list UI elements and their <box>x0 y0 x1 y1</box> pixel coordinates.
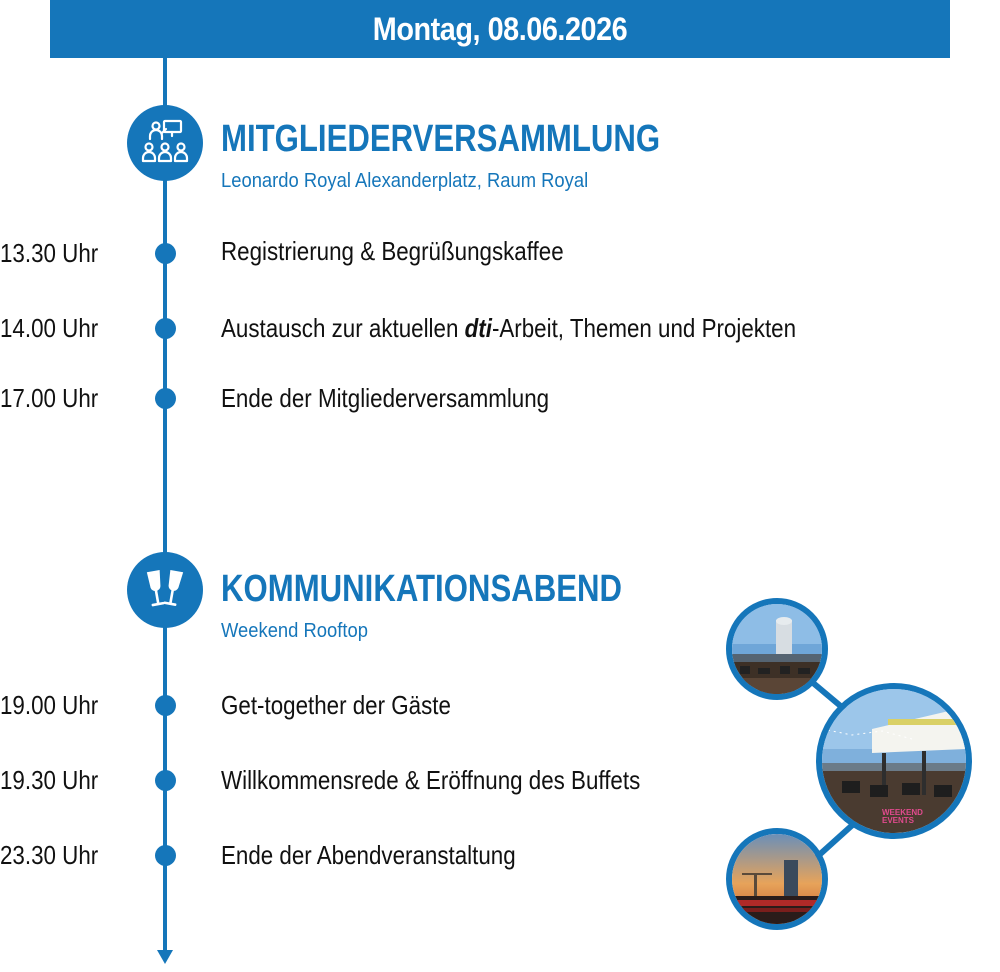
rooftop-photo-3 <box>726 828 828 930</box>
champagne-glasses-icon <box>127 552 203 628</box>
schedule-time: 19.00 Uhr <box>0 690 99 720</box>
audience-presentation-icon <box>127 105 203 181</box>
rooftop-photo-2 <box>816 683 972 839</box>
timeline-arrow-icon <box>157 950 173 964</box>
timeline-dot <box>155 845 176 866</box>
schedule-item-text: Registrierung & Begrüßungskaffee <box>221 236 564 266</box>
section-title-mitgliederversammlung: MITGLIEDERVERSAMMLUNG <box>221 118 661 160</box>
dti-emphasis: dti <box>464 313 492 343</box>
section-venue-mitgliederversammlung: Leonardo Royal Alexanderplatz, Raum Royal <box>221 170 589 192</box>
schedule-item-text: Austausch zur aktuellen dti-Arbeit, Themen und Projekten <box>221 313 797 343</box>
timeline-dot <box>155 388 176 409</box>
schedule-time: 19.30 Uhr <box>0 765 99 795</box>
date-title: Montag, 08.06.2026 <box>372 10 628 47</box>
timeline-dot <box>155 318 176 339</box>
section-title-kommunikationsabend: KOMMUNIKATIONSABEND <box>221 568 623 610</box>
timeline-dot <box>155 770 176 791</box>
timeline-dot <box>155 243 176 264</box>
schedule-item-text: Get-together der Gäste <box>221 690 451 720</box>
weekend-events-logo: WEEKEND EVENTS <box>882 808 923 825</box>
schedule-time: 13.30 Uhr <box>0 238 99 268</box>
schedule-time: 14.00 Uhr <box>0 313 99 343</box>
schedule-time: 17.00 Uhr <box>0 383 99 413</box>
schedule-item-text: Ende der Mitgliederversammlung <box>221 383 550 413</box>
schedule-item-text: Ende der Abendveranstaltung <box>221 840 516 870</box>
timeline-line <box>163 58 167 954</box>
date-header <box>50 0 950 58</box>
schedule-time: 23.30 Uhr <box>0 840 99 870</box>
schedule-item-text: Willkommensrede & Eröffnung des Buffets <box>221 765 641 795</box>
section-venue-kommunikationsabend: Weekend Rooftop <box>221 620 368 642</box>
rooftop-photo-1 <box>726 598 828 700</box>
timeline-dot <box>155 695 176 716</box>
